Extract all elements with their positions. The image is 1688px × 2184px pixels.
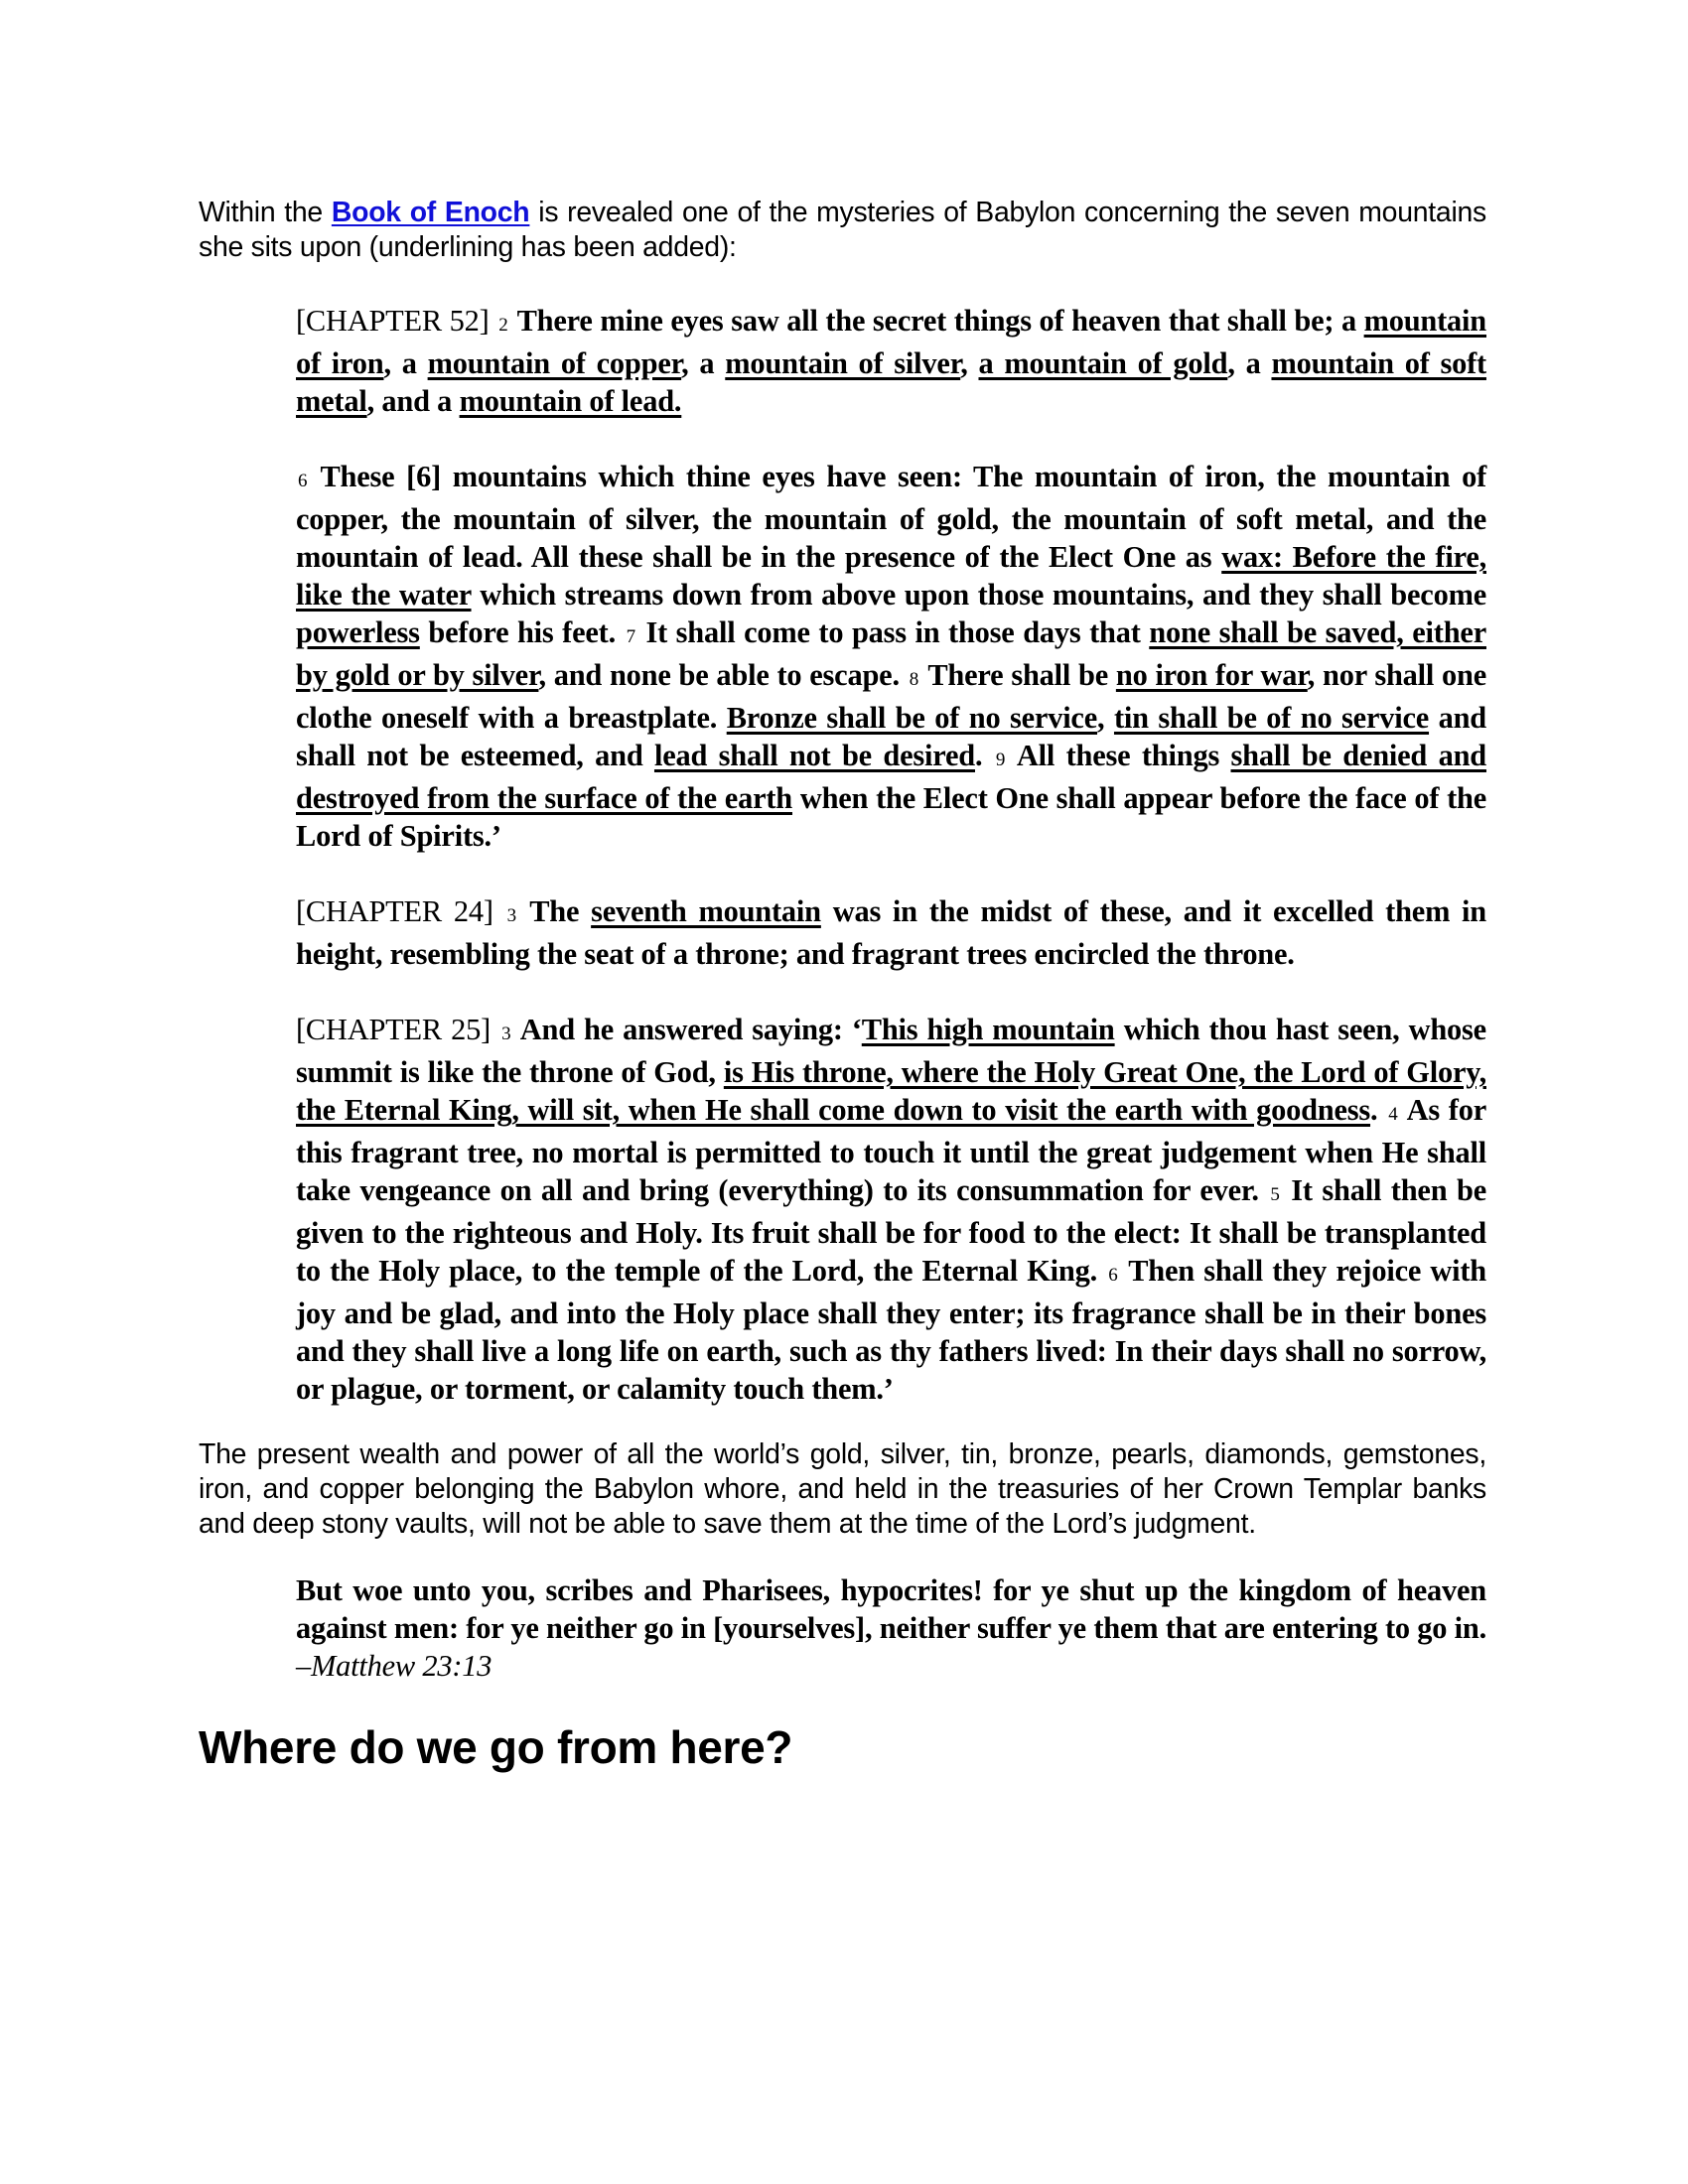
quote-text: As for this fragrant tree, no mortal is permitted to touch it until the great judgement when He shall take vengeance on all and bring (everything) to its consummation for ever. xyxy=(296,1093,1486,1207)
matthew-quote xyxy=(296,1571,1486,1685)
quote-text: was in the midst of these, and it excelled them in height, resembling the seat of a throne; and fragrant trees encircled the throne. xyxy=(296,894,1486,971)
enoch-quote-chapter-24 xyxy=(296,892,1486,973)
underlined-phrase: This high mountain xyxy=(861,1013,1115,1046)
wealth-paragraph: The present wealth and power of all the world’s gold, silver, tin, bronze, pearls, diamonds, gemstones, iron, and copper belonging the Babylon whore, and held in the treasuries of her Crown Templar banks and deep stony vaults, will not be able to save them at the time of the Lord’s judgment. xyxy=(199,1438,1486,1540)
verse-number: 6 xyxy=(1108,1265,1118,1286)
chapter-label: [CHAPTER 25] xyxy=(296,1013,500,1046)
verse-number: 9 xyxy=(995,750,1006,770)
underlined-phrase: wax: Before the fire, like the water xyxy=(296,540,1487,612)
intro-text-before: Within the xyxy=(199,197,332,228)
underlined-phrase: none shall be saved, either by gold or by silver xyxy=(296,615,1486,692)
underlined-phrase: seventh mountain xyxy=(591,894,821,928)
quote-text: There shall be xyxy=(920,658,1116,692)
verse-number: 8 xyxy=(909,669,919,690)
book-of-enoch-link[interactable]: Book of Enoch xyxy=(331,197,530,228)
underlined-phrase: powerless xyxy=(296,615,420,649)
verse-number: 5 xyxy=(1270,1184,1280,1205)
quote-text: which thou hast seen, whose summit is like the throne of God, xyxy=(296,1013,1486,1089)
quote-text: These [6] mountains which thine eyes have seen: The mountain of iron, the mountain of copper, the mountain of silver, the mountain of gold, the mountain of soft metal, and the mountain of lead. All these shall be in the presence of the Elect One as xyxy=(296,460,1486,574)
verse-number: 3 xyxy=(501,1024,511,1044)
underlined-phrase: mountain of soft metal xyxy=(296,346,1486,418)
intro-text-after: is revealed one of the mysteries of Babylon concerning the seven mountains she sits upon (underlining has been added): xyxy=(199,197,1486,263)
underlined-phrase: mountain of lead. xyxy=(459,384,682,418)
intro-paragraph xyxy=(199,196,1486,265)
quote-text: which streams down from above upon those mountains, and they shall become xyxy=(471,578,1486,612)
quote-text: , and none be able to escape. xyxy=(538,658,908,692)
enoch-quote-chapter-52-verses xyxy=(296,458,1486,855)
quote-text: There mine eyes saw all the secret things of heaven that shall be; a xyxy=(509,304,1364,338)
quote-text: And he answered saying: ‘ xyxy=(512,1013,862,1046)
chapter-label: [CHAPTER 52] xyxy=(296,304,497,338)
matthew-citation: –Matthew 23:13 xyxy=(296,1649,492,1683)
quote-text: . xyxy=(975,739,994,772)
underlined-phrase: mountain of copper xyxy=(427,346,682,380)
verse-number: 6 xyxy=(298,471,308,491)
enoch-quote-chapter-25 xyxy=(296,1011,1486,1408)
quote-text: , xyxy=(960,346,979,380)
quote-text: The xyxy=(517,894,592,928)
quote-text: , xyxy=(1097,701,1114,735)
verse-number: 3 xyxy=(506,905,516,926)
section-heading: Where do we go from here? xyxy=(199,1721,793,1773)
quote-text: , and a xyxy=(366,384,460,418)
document-page xyxy=(199,196,1486,1774)
underlined-phrase: is His throne, where the Holy Great One, the Lord of Glory, the Eternal King, will sit, when He shall come down to visit the earth with goodness xyxy=(296,1055,1486,1127)
underlined-phrase: Bronze shall be of no service xyxy=(726,701,1098,735)
enoch-quote-chapter-52 xyxy=(296,302,1486,420)
quote-text: when the Elect One shall appear before the face of the Lord of Spirits.’ xyxy=(296,781,1486,853)
underlined-phrase: shall be denied and destroyed from the surface of the earth xyxy=(296,739,1486,815)
underlined-phrase: a mountain of gold xyxy=(978,346,1228,380)
quote-text: , a xyxy=(383,346,428,380)
matthew-quote-text: But woe unto you, scribes and Pharisees, hypocrites! for ye shut up the kingdom of heaven against men: for ye neither go in [yourselves], neither suffer ye them that are entering to go in. xyxy=(296,1573,1486,1645)
quote-text: It shall then be given to the righteous and Holy. Its fruit shall be for food to the elect: It shall be transplanted to the Holy place, to the temple of the Lord, the Eternal King. xyxy=(296,1173,1486,1288)
chapter-label: [CHAPTER 24] xyxy=(296,894,505,928)
underlined-phrase: lead shall not be desired xyxy=(653,739,975,772)
verse-number: 2 xyxy=(498,315,508,336)
quote-text: Then shall they rejoice with joy and be glad, and into the Holy place shall they enter; its fragrance shall be in their bones and they shall live a long life on earth, such as thy fathers lived: In their days shall no sorrow, or plague, or torment, or calamity touch them.’ xyxy=(296,1254,1486,1406)
underlined-phrase: no iron for war xyxy=(1115,658,1308,692)
underlined-phrase: tin shall be of no service xyxy=(1113,701,1430,735)
quote-text: It shall come to pass in those days that xyxy=(636,615,1150,649)
quote-text: . xyxy=(1370,1093,1387,1127)
quote-text: , nor shall one clothe oneself with a breastplate. xyxy=(296,658,1487,735)
verse-number: 4 xyxy=(1388,1104,1398,1125)
quote-text: before his feet. xyxy=(419,615,625,649)
quote-text: and shall not be esteemed, and xyxy=(296,701,1487,772)
underlined-phrase: mountain of iron xyxy=(296,304,1486,380)
quote-text: , a xyxy=(681,346,726,380)
quote-text: , a xyxy=(1227,346,1272,380)
quote-text: All these things xyxy=(1007,739,1231,772)
verse-number: 7 xyxy=(626,626,635,647)
underlined-phrase: mountain of silver xyxy=(725,346,961,380)
